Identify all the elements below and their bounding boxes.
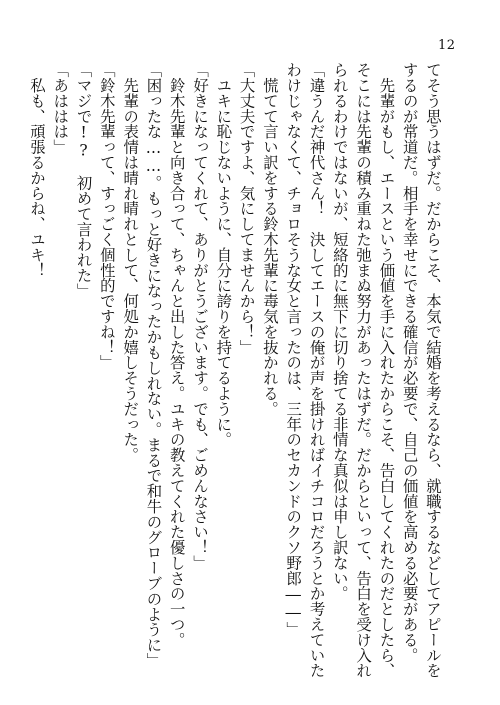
text-line: 「鈴木先輩って、すっごく個性的ですね！」	[97, 62, 116, 370]
text-line: 先輩がもし、エースという価値を手に入れたからこそ、告白してくれたのだとしたら、	[377, 62, 396, 678]
text-line: 「マジで!? 初めて言われた」	[74, 62, 93, 299]
text-line: ユキに恥じないように、自分に誇りを持てるように。	[214, 62, 233, 447]
text-line: てそう思うはずだ。だからこそ、本気で結婚を考えるなら、就職するなどしてアピールを	[424, 62, 442, 678]
text-line: 「あははは」	[51, 62, 70, 155]
text-line: 私も、頑張るからね、ユキ！	[27, 62, 46, 278]
text-line: わけじゃなくて、チョロそうな女と言ったのは、三年のセカンドのクソ野郎――」	[284, 62, 303, 637]
text-line: 「好きになってくれて、ありがとうございます。でも、ごめんなさい！」	[191, 62, 210, 571]
text-line: 鈴木先輩と向き合って、ちゃんと出した答え。ユキの教えてくれた優しさの一つ。	[167, 62, 186, 648]
page-number: 12	[438, 38, 456, 53]
text-line: 「困ったな……。もっと好きになったかもしれない。まるで和牛のグローブのように」	[144, 62, 163, 668]
text-line: するのが常道だ。相手を幸せにできる確信が必要で、自己の価値を高める必要がある。	[400, 62, 419, 663]
text-line: られるわけではないが、短絡的に無下に切り捨てる非情な真似は申し訳ない。	[330, 62, 349, 601]
text-line: 先輩の表情は晴れ晴れとして、何処か嬉しそうだった。	[121, 62, 140, 463]
text-line: 「違うんだ神代さん！ 決してエースの俺が声を掛ければイチコロだろうとか考えていた	[307, 62, 326, 678]
text-line: そこには先輩の積み重ねた弛まぬ努力があったはずだ。だからといって、告白を受け入れ	[354, 62, 373, 678]
vertical-text-body	[25, 62, 444, 677]
text-line: 「大丈夫ですよ、気にしてませんから！」	[237, 62, 256, 355]
text-line: 慌てて言い訳をする鈴木先輩に毒気を抜かれる。	[260, 62, 279, 417]
